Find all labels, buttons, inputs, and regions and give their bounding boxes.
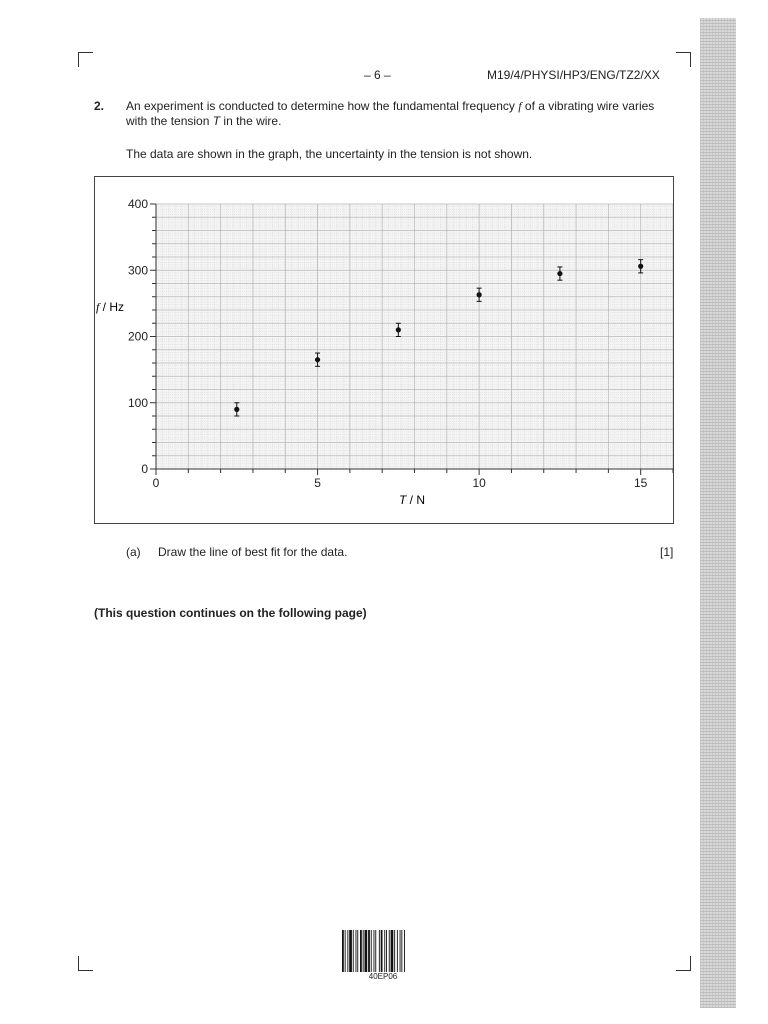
graph-frame xyxy=(94,176,674,524)
barcode-bar xyxy=(345,930,346,972)
part-a-text: Draw the line of best fit for the data. xyxy=(158,545,348,559)
barcode-bar xyxy=(342,930,344,972)
part-a-label: (a) xyxy=(126,545,141,559)
barcode-bar xyxy=(386,930,387,972)
barcode-bar xyxy=(391,930,394,972)
crop-mark-top-left xyxy=(78,52,93,67)
part-a-marks: [1] xyxy=(660,545,674,559)
variable-T: T xyxy=(212,114,221,128)
barcode-bar xyxy=(397,930,398,972)
barcode-bar xyxy=(363,930,364,972)
barcode-image xyxy=(340,930,426,972)
barcode-bar xyxy=(365,930,368,972)
y-tick-label: 400 xyxy=(127,197,148,211)
x-tick-label: 10 xyxy=(472,476,486,490)
barcode-bar xyxy=(394,930,395,972)
graph-grid xyxy=(156,204,673,469)
barcode-bar xyxy=(381,930,383,972)
barcode-bar xyxy=(379,930,380,972)
page-number: – 6 – xyxy=(364,68,391,82)
data-point-marker xyxy=(396,327,401,332)
paper-code: M19/4/PHYSI/HP3/ENG/TZ2/XX xyxy=(487,68,660,82)
barcode-bar xyxy=(347,930,348,972)
x-tick-label: 15 xyxy=(634,476,648,490)
data-point-marker xyxy=(557,271,562,276)
frequency-tension-graph xyxy=(95,177,673,523)
y-axis-label xyxy=(96,300,124,314)
x-tick-label: 0 xyxy=(152,476,160,490)
y-tick-label: 200 xyxy=(127,329,148,344)
y-tick-label: 0 xyxy=(141,462,148,476)
barcode-bar xyxy=(349,930,352,972)
barcode-bar xyxy=(400,930,401,972)
data-point-marker xyxy=(477,292,482,297)
x-axis-label xyxy=(399,493,425,507)
data-point-marker xyxy=(638,264,643,269)
barcode-bar xyxy=(384,930,385,972)
variable-f: f xyxy=(518,99,522,113)
x-axis-var: T xyxy=(398,493,407,507)
barcode-bar xyxy=(389,930,390,972)
question-stem xyxy=(126,99,656,129)
crop-mark-top-right xyxy=(676,52,691,67)
barcode-bar xyxy=(401,930,402,972)
question-stem-part3: in the wire. xyxy=(220,114,282,128)
continues-note: (This question continues on the following page) xyxy=(94,606,367,620)
x-axis-unit: / N xyxy=(406,493,426,507)
barcode-label: 40EP06 xyxy=(368,972,398,981)
y-axis-unit: / Hz xyxy=(99,300,125,314)
y-axis-var: f xyxy=(96,300,100,314)
data-note: The data are shown in the graph, the uncertainty in the tension is not shown. xyxy=(126,147,533,161)
question-stem-part1: An experiment is conducted to determine how the fundamental frequency xyxy=(126,99,519,113)
side-margin-strip xyxy=(700,18,736,1008)
barcode-bar xyxy=(371,930,372,972)
barcode-bar xyxy=(357,930,358,972)
barcode-bar xyxy=(353,930,354,972)
barcode-bar xyxy=(375,930,376,972)
data-point-marker xyxy=(315,357,320,362)
question-number: 2. xyxy=(94,99,105,113)
question-stem-part2: of a vibrating wire varies with the tension xyxy=(126,99,655,128)
barcode-bar xyxy=(374,930,375,972)
barcode-bar xyxy=(356,930,357,972)
crop-mark-bottom-right xyxy=(676,956,691,971)
barcode-bar xyxy=(404,930,405,972)
data-point-marker xyxy=(234,407,239,412)
barcode-bar xyxy=(368,930,370,972)
barcode-bar xyxy=(360,930,362,972)
crop-mark-bottom-left xyxy=(78,956,93,971)
y-tick-label: 300 xyxy=(127,263,148,278)
y-tick-label: 100 xyxy=(127,395,148,410)
x-tick-label: 5 xyxy=(314,476,321,490)
